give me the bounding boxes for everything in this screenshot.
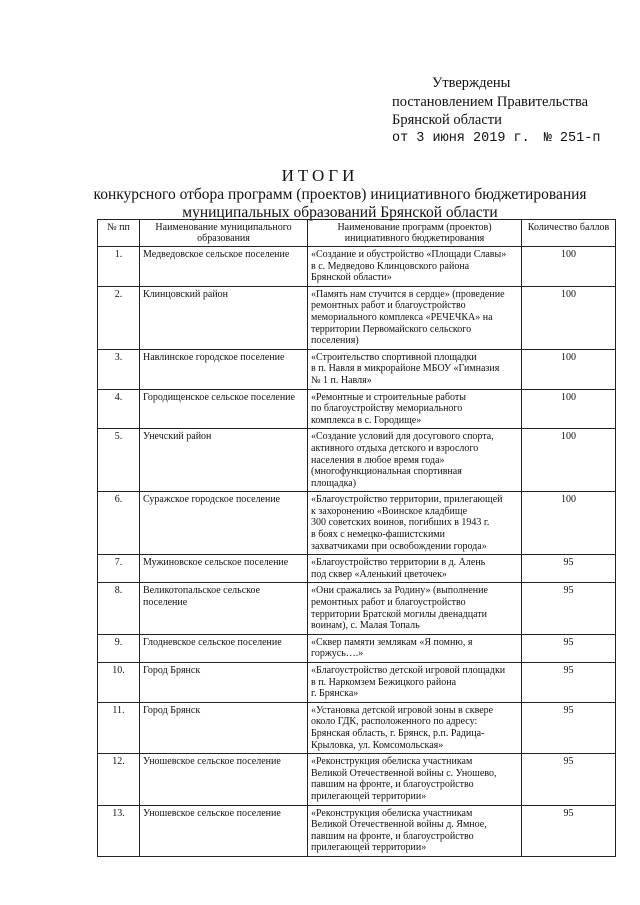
header-score: Количество баллов (522, 220, 616, 247)
header-number: № пп (98, 220, 140, 247)
row-municipality: Уношевское сельское поселение (140, 754, 308, 805)
table-header-row (98, 220, 616, 247)
row-score: 100 (522, 492, 616, 555)
approval-line-resolution: постановлением Правительства (392, 93, 589, 110)
table-row (98, 583, 616, 634)
results-table (97, 219, 616, 857)
row-municipality: Город Брянск (140, 663, 308, 703)
row-number: 3. (98, 349, 140, 389)
row-score: 95 (522, 805, 616, 856)
row-project: «Благоустройство детской игровой площадки в п. Наркомзем Бежицкого района г. Брянска» (308, 663, 522, 703)
row-number: 1. (98, 247, 140, 287)
row-score: 95 (522, 663, 616, 703)
row-project: «Сквер памяти землякам «Я помню, я горжусь….» (308, 634, 522, 662)
row-municipality: Медведовское сельское поселение (140, 247, 308, 287)
header-municipality: Наименование муниципального образования (140, 220, 308, 247)
table-row (98, 702, 616, 753)
table-row (98, 429, 616, 492)
approval-date: от 3 июня 2019 г. (392, 130, 530, 146)
row-project: «Строительство спортивной площадки в п. Навля в микрорайоне МБОУ «Гимназия № 1 п. Навля» (308, 349, 522, 389)
row-municipality: Уношевское сельское поселение (140, 805, 308, 856)
row-project: «Ремонтные и строительные работы по благоустройству мемориального комплекса в с. Городище» (308, 389, 522, 429)
row-project: «Создание и обустройство «Площади Славы» в с. Медведово Клинцовского района Брянской области» (308, 247, 522, 287)
row-number: 2. (98, 286, 140, 349)
row-municipality: Мужиновское сельское поселение (140, 555, 308, 583)
row-number: 13. (98, 805, 140, 856)
subtitle-line-1: конкурсного отбора программ (проектов) инициативного бюджетирования (93, 186, 587, 203)
row-score: 100 (522, 349, 616, 389)
table-row (98, 754, 616, 805)
row-municipality: Унечский район (140, 429, 308, 492)
row-score: 100 (522, 286, 616, 349)
row-municipality: Великотопальское сельское поселение (140, 583, 308, 634)
approval-date-line (392, 130, 622, 149)
row-project: «Реконструкция обелиска участникам Великой Отечественной войны д. Ямное, павшим на фронте, и благоустройство прилегающей территории» (308, 805, 522, 856)
document-title: ИТОГИ (281, 166, 359, 185)
row-score: 100 (522, 429, 616, 492)
table-row (98, 555, 616, 583)
row-municipality: Навлинское городское поселение (140, 349, 308, 389)
row-number: 5. (98, 429, 140, 492)
row-number: 4. (98, 389, 140, 429)
row-municipality: Городищенское сельское поселение (140, 389, 308, 429)
table-row (98, 349, 616, 389)
row-number: 7. (98, 555, 140, 583)
row-municipality: Суражское городское поселение (140, 492, 308, 555)
subtitle-line-2: муниципальных образований Брянской области (182, 203, 498, 221)
row-score: 95 (522, 634, 616, 662)
row-project: «Установка детской игровой зоны в сквере около ГДК, расположенного по адресу: Брянская область, г. Брянск, р.п. Радица- Крыловка, ул. Комсомольская» (308, 702, 522, 753)
row-project: «Благоустройство территории в д. Алень под сквер «Аленький цветочек» (308, 555, 522, 583)
row-score: 95 (522, 583, 616, 634)
row-number: 9. (98, 634, 140, 662)
table-row (98, 663, 616, 703)
row-municipality: Глодневское сельское поселение (140, 634, 308, 662)
row-score: 95 (522, 754, 616, 805)
row-project: «Благоустройство территории, прилегающей к захоронению «Воинское кладбище 300 советских воинов, погибших в 1943 г. в боях с немецко-фашистскими захватчиками при освобождении города» (308, 492, 522, 555)
approval-number: № 251-п (543, 130, 601, 146)
approval-block (392, 74, 622, 148)
row-score: 95 (522, 702, 616, 753)
table-row (98, 492, 616, 555)
row-score: 95 (522, 555, 616, 583)
row-project: «Создание условий для досугового спорта, активного отдыха детского и взрослого населения в любое время года» (многофункциональная спортивная площадка) (308, 429, 522, 492)
approval-line-approved: Утверждены (432, 75, 511, 91)
row-municipality: Город Брянск (140, 702, 308, 753)
row-project: «Они сражались за Родину» (выполнение ремонтных работ и благоустройство территории Братской могилы двенадцати воинам), с. Малая Топаль (308, 583, 522, 634)
header-project: Наименование программ (проектов) инициативного бюджетирования (308, 220, 522, 247)
table-row (98, 634, 616, 662)
approval-line-region: Брянской области (392, 112, 502, 128)
row-number: 6. (98, 492, 140, 555)
row-number: 12. (98, 754, 140, 805)
row-number: 11. (98, 702, 140, 753)
row-score: 100 (522, 389, 616, 429)
document-subtitle (60, 186, 620, 221)
row-number: 8. (98, 583, 140, 634)
table-row (98, 389, 616, 429)
row-project: «Память нам стучится в сердце» (проведение ремонтных работ и благоустройство мемориального комплекса «РЕЧЕЧКА» на территории Первомайского сельского поселения) (308, 286, 522, 349)
row-municipality: Клинцовский район (140, 286, 308, 349)
row-project: «Реконструкция обелиска участникам Великой Отечественной войны с. Уношево, павшим на фронте, и благоустройство прилегающей территории» (308, 754, 522, 805)
row-score: 100 (522, 247, 616, 287)
table-row (98, 286, 616, 349)
row-number: 10. (98, 663, 140, 703)
table-row (98, 805, 616, 856)
table-row (98, 247, 616, 287)
